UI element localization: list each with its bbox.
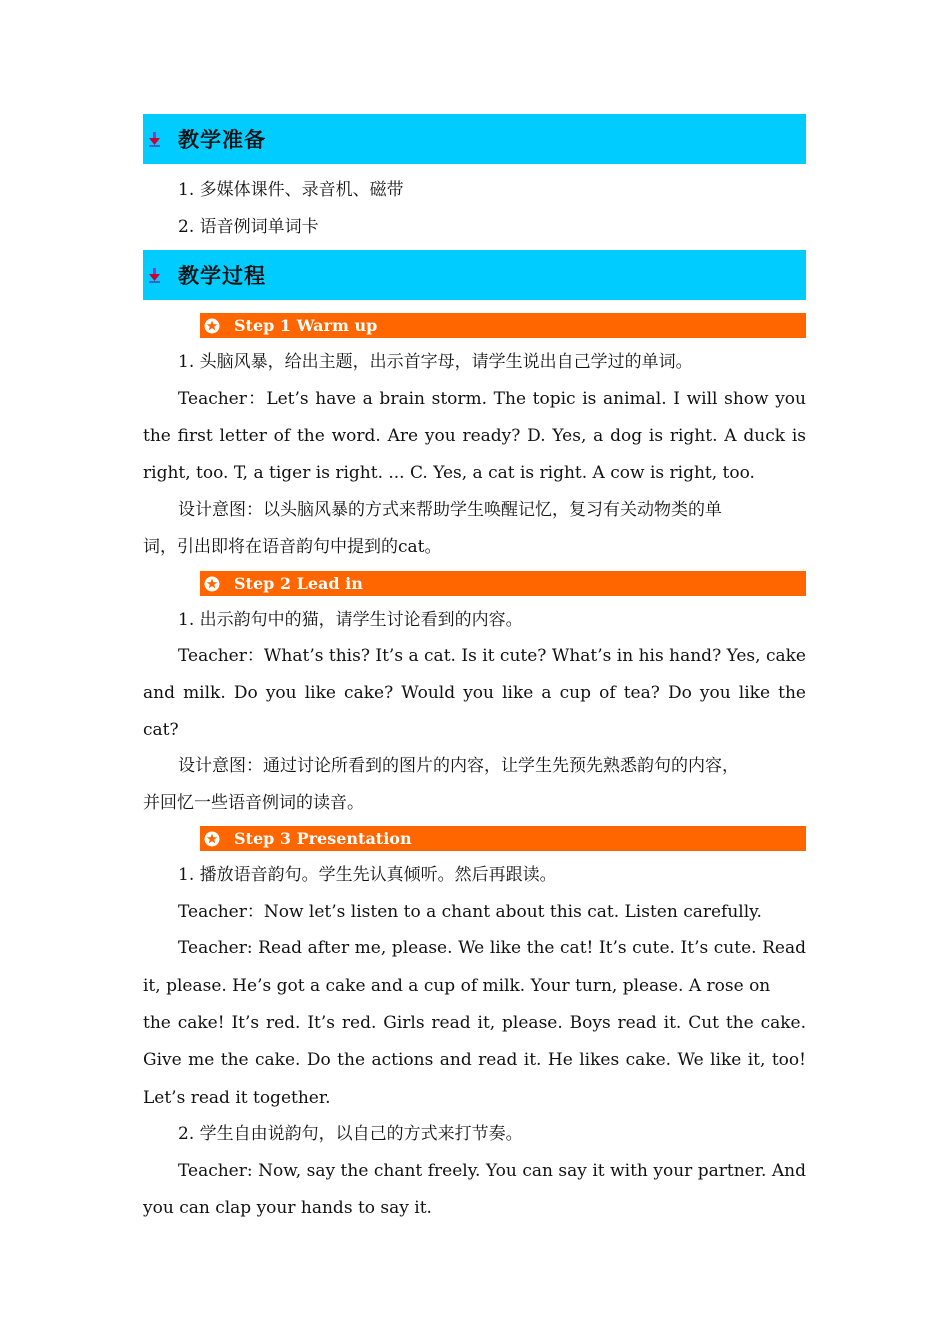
step-label: Step 1 Warm up xyxy=(234,316,378,335)
paragraph-line: 并回忆一些语音例词的读音。 xyxy=(143,793,364,813)
paragraph-line: Teacher: Now, say the chant freely. You can say it with your partner. And xyxy=(178,1161,806,1181)
paragraph-line: Let’s read it together. xyxy=(143,1088,331,1108)
paragraph-line: 词，引出即将在语音韵句中提到的cat。 xyxy=(143,537,442,557)
arrow-bullet-icon xyxy=(146,130,164,148)
section-header-preparation xyxy=(143,114,806,164)
paragraph-line: 1. 出示韵句中的猫，请学生讨论看到的内容。 xyxy=(178,610,523,630)
paragraph-line: Teacher：What’s this? It’s a cat. Is it cute? What’s in his hand? Yes, cake xyxy=(178,646,806,666)
step-label: Step 2 Lead in xyxy=(234,574,363,593)
paragraph-line: 1. 头脑风暴，给出主题，出示首字母，请学生说出自己学过的单词。 xyxy=(178,352,693,372)
arrow-bullet-icon xyxy=(146,266,164,284)
step-header xyxy=(200,571,806,596)
paragraph-line: Teacher：Now let’s listen to a chant about this cat. Listen carefully. xyxy=(178,902,762,922)
step-header xyxy=(200,313,806,338)
paragraph-line: 设计意图：以头脑风暴的方式来帮助学生唤醒记忆，复习有关动物类的单 xyxy=(178,500,722,520)
paragraph-line: you can clap your hands to say it. xyxy=(143,1198,432,1218)
paragraph-line: the first letter of the word. Are you ready? D. Yes, a dog is right. A duck is xyxy=(143,426,806,446)
star-circle-icon xyxy=(204,318,220,334)
paragraph-line: 设计意图：通过讨论所看到的图片的内容，让学生先预先熟悉韵句的内容， xyxy=(178,756,739,776)
paragraph-line: the cake! It’s red. It’s red. Girls read it, please. Boys read it. Cut the cake. xyxy=(143,1013,806,1033)
section-title: 教学过程 xyxy=(178,264,266,288)
step-label: Step 3 Presentation xyxy=(234,829,412,848)
section-title: 教学准备 xyxy=(178,128,266,152)
step-header xyxy=(200,826,806,851)
paragraph-line: cat? xyxy=(143,720,179,740)
paragraph-line: Give me the cake. Do the actions and read it. He likes cake. We like it, too! xyxy=(143,1050,806,1070)
section-header-process xyxy=(143,250,806,300)
paragraph-line: right, too. T, a tiger is right. ... C. Yes, a cat is right. A cow is right, too. xyxy=(143,463,755,483)
paragraph-line: 2. 学生自由说韵句，以自己的方式来打节奏。 xyxy=(178,1124,523,1144)
prep-item: 1. 多媒体课件、录音机、磁带 xyxy=(178,180,404,200)
paragraph-line: Teacher：Let’s have a brain storm. The topic is animal. I will show you xyxy=(178,389,806,409)
paragraph-line: and milk. Do you like cake? Would you like a cup of tea? Do you like the xyxy=(143,683,806,703)
star-circle-icon xyxy=(204,576,220,592)
prep-item: 2. 语音例词单词卡 xyxy=(178,217,319,237)
star-circle-icon xyxy=(204,831,220,847)
paragraph-line: 1. 播放语音韵句。学生先认真倾听。然后再跟读。 xyxy=(178,865,557,885)
paragraph-line: Teacher: Read after me, please. We like the cat! It’s cute. It’s cute. Read xyxy=(178,938,806,958)
paragraph-line: it, please. He’s got a cake and a cup of milk. Your turn, please. A rose on xyxy=(143,976,771,996)
